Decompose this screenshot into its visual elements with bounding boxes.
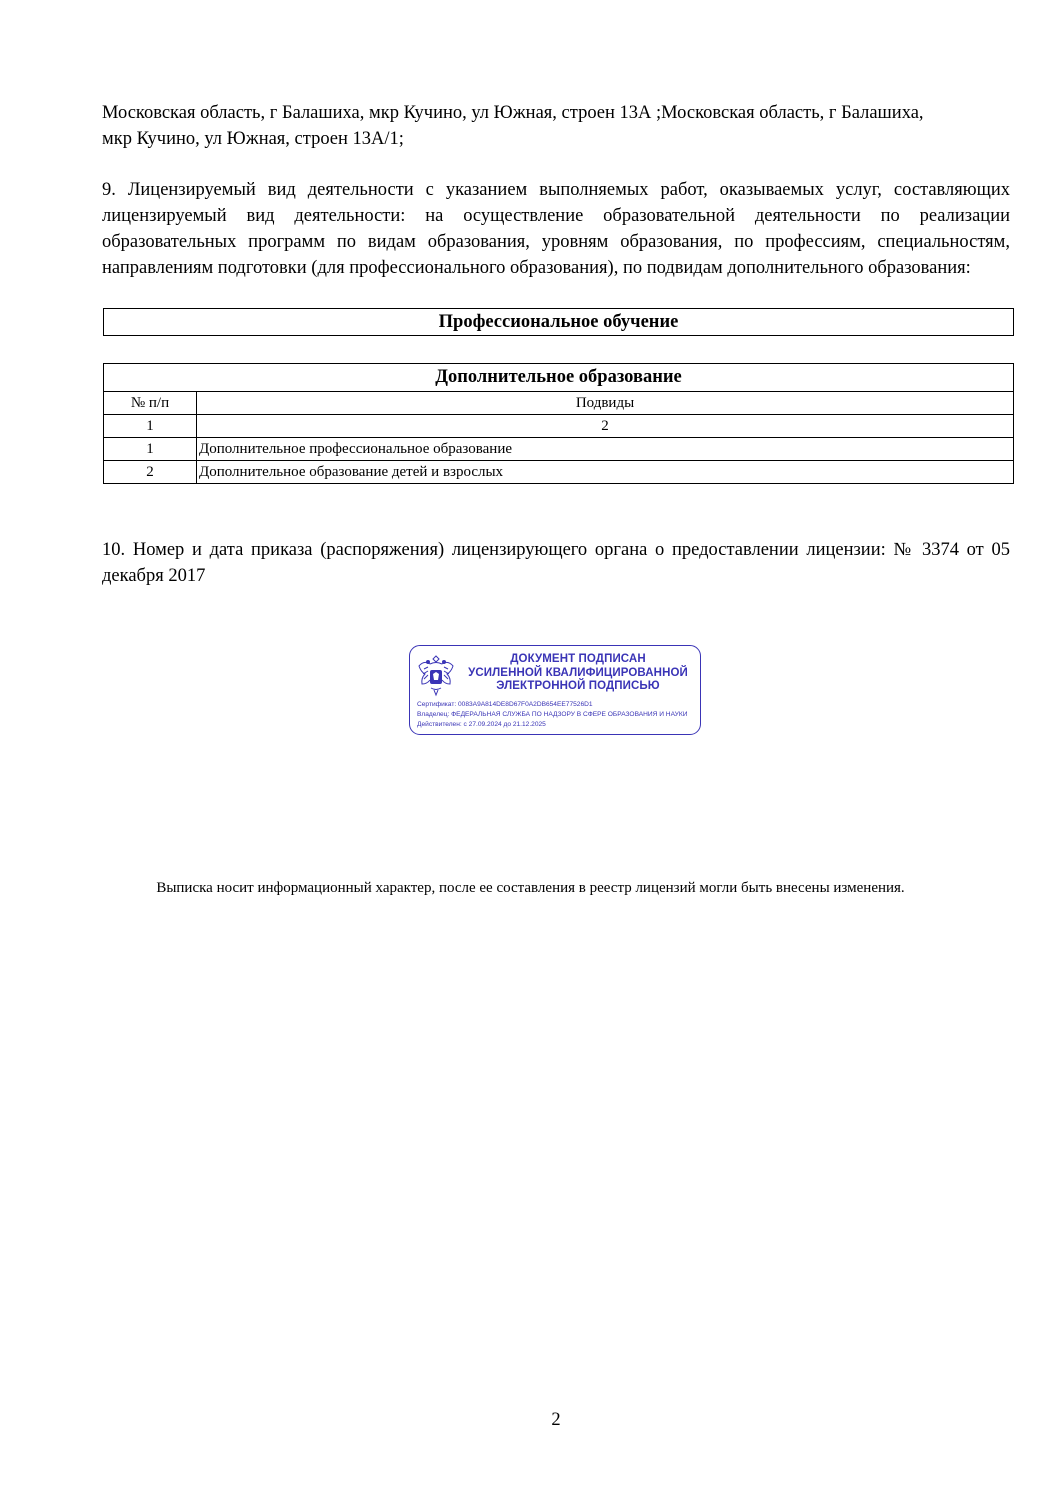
coat-of-arms-icon	[416, 652, 456, 698]
stamp-details	[417, 700, 699, 730]
professional-training-table	[103, 308, 1014, 336]
stamp-owner: Владелец: ФЕДЕРАЛЬНАЯ СЛУЖБА ПО НАДЗОРУ В СФЕРЕ ОБРАЗОВАНИЯ И НАУКИ	[417, 711, 688, 718]
column-number-1: 1	[104, 415, 197, 438]
page-number: 2	[551, 1410, 561, 1430]
stamp-certificate: Сертификат: 0083A9A814DE8D67F0A2DB654EE77526D1	[417, 701, 593, 708]
row-subtype: Дополнительное профессиональное образование	[197, 438, 1014, 461]
stamp-heading-line-3: ЭЛЕКТРОННОЙ ПОДПИСЬЮ	[496, 680, 660, 692]
additional-education-table	[103, 363, 1014, 484]
professional-training-title: Профессиональное обучение	[104, 309, 1014, 336]
header-subtypes: Подвиды	[197, 392, 1014, 415]
table-header-row	[104, 392, 1014, 415]
header-number: № п/п	[104, 392, 197, 415]
row-subtype: Дополнительное образование детей и взрослых	[197, 461, 1014, 484]
row-number: 2	[104, 461, 197, 484]
item-9-activity-paragraph: 9. Лицензируемый вид деятельности с указанием выполняемых работ, оказываемых услуг, составляющих лицензируемый вид деятельности: на осуществление образовательной деятельности по реализации образовательных программ по видам образования, уровням образования, по профессиям, специальностям, направлениям подготовки (для профессионального образования), по подвидам дополнительного образования:	[102, 180, 1010, 278]
row-number: 1	[104, 438, 197, 461]
column-number-row	[104, 415, 1014, 438]
stamp-validity: Действителен: с 27.09.2024 до 21.12.2025	[417, 721, 546, 728]
additional-education-title: Дополнительное образование	[104, 364, 1014, 392]
table-row	[104, 438, 1014, 461]
item-10-order-paragraph: 10. Номер и дата приказа (распоряжения) лицензирующего органа о предоставлении лицензии: № 3374 от 05 декабря 2017	[102, 540, 1010, 586]
column-number-2: 2	[197, 415, 1014, 438]
address-line-2: мкр Кучино, ул Южная, строен 13А/1;	[102, 129, 404, 149]
stamp-heading-line-1: ДОКУМЕНТ ПОДПИСАН	[510, 653, 646, 665]
electronic-signature-stamp	[409, 645, 701, 735]
address-paragraph	[102, 100, 1010, 152]
table-row	[104, 461, 1014, 484]
stamp-heading-line-2: УСИЛЕННОЙ КВАЛИФИЦИРОВАННОЙ	[468, 666, 688, 679]
stamp-heading	[460, 653, 696, 694]
information-footnote: Выписка носит информационный характер, после ее составления в реестр лицензий могли быть внесены изменения.	[156, 880, 905, 896]
address-line-1: Московская область, г Балашиха, мкр Кучино, ул Южная, строен 13А ;Московская область, г Балашиха,	[102, 103, 924, 123]
